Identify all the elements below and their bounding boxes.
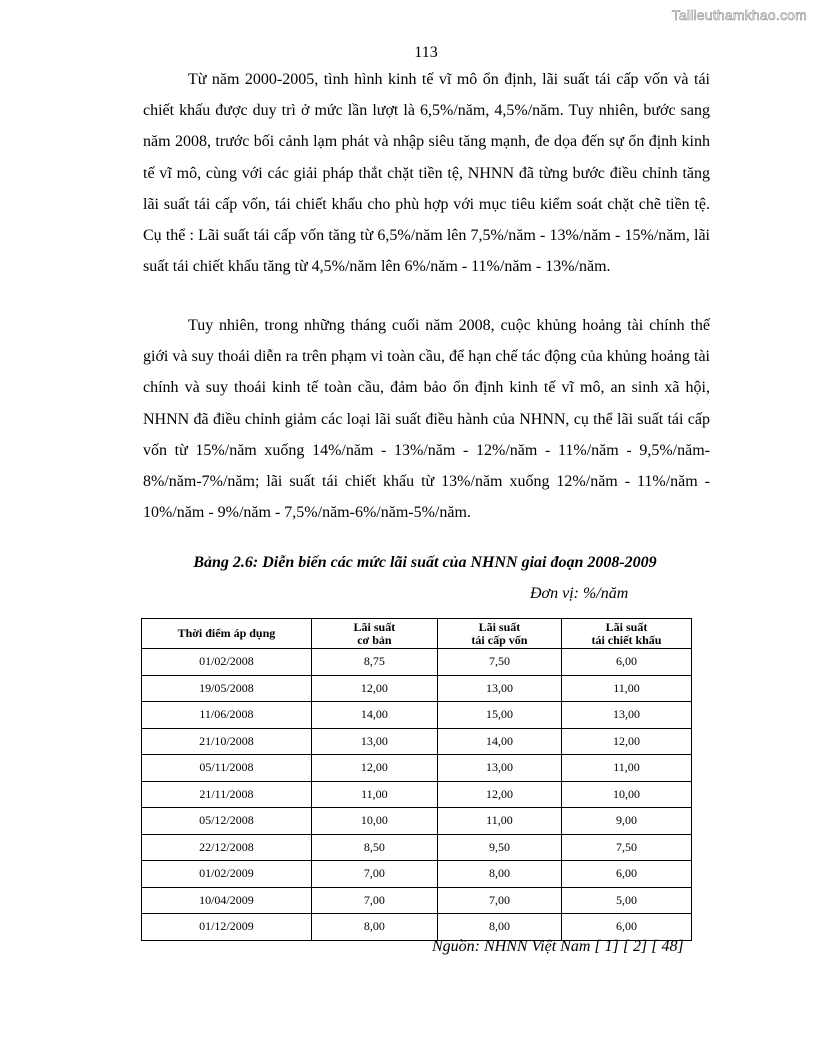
cell-base-rate: 11,00 — [311, 781, 437, 808]
cell-date: 05/12/2008 — [142, 808, 312, 835]
cell-date: 01/02/2008 — [142, 649, 312, 676]
cell-refinance-rate: 11,00 — [437, 808, 561, 835]
paragraph: Tuy nhiên, trong những tháng cuối năm 2008, cuộc khủng hoảng tài chính thế giới và suy thoái diễn ra trên phạm vi toàn cầu, để hạn chế tác động của khủng hoảng tài chính và suy thoái kinh tế toàn cầu, đảm bảo ổn định kinh tế vĩ mô, an sinh xã hội, NHNN đã điều chỉnh giảm các loại lãi suất điều hành của NHNN, cụ thể lãi suất tái cấp vốn từ 15%/năm xuống 14%/năm - 13%/năm - 12%/năm - 11%/năm - 9,5%/năm-8%/năm-7%/năm; lãi suất tái chiết khấu từ 13%/năm xuống 12%/năm - 11%/năm - 10%/năm - 9%/năm - 7,5%/năm-6%/năm-5%/năm. — [143, 317, 710, 522]
cell-rediscount-rate: 5,00 — [561, 887, 691, 914]
cell-rediscount-rate: 7,50 — [561, 834, 691, 861]
watermark-text: Tailieuthamkhao.com — [671, 7, 807, 23]
table-row — [142, 702, 692, 729]
table-row — [142, 755, 692, 782]
cell-base-rate: 12,00 — [311, 755, 437, 782]
table-row — [142, 808, 692, 835]
table-source-note: Nguồn: NHNN Việt Nam [ 1] [ 2] [ 48] — [432, 938, 684, 955]
header-date: Thời điểm áp dụng — [142, 619, 312, 649]
table-row — [142, 781, 692, 808]
cell-refinance-rate: 13,00 — [437, 675, 561, 702]
cell-refinance-rate: 13,00 — [437, 755, 561, 782]
header-base-rate-line1: Lãi suất — [353, 619, 396, 634]
cell-rediscount-rate: 11,00 — [561, 755, 691, 782]
cell-date: 10/04/2009 — [142, 887, 312, 914]
cell-refinance-rate: 15,00 — [437, 702, 561, 729]
cell-date: 21/10/2008 — [142, 728, 312, 755]
table-row — [142, 834, 692, 861]
cell-base-rate: 10,00 — [311, 808, 437, 835]
cell-base-rate: 8,00 — [311, 914, 437, 941]
cell-base-rate: 7,00 — [311, 887, 437, 914]
cell-rediscount-rate: 6,00 — [561, 649, 691, 676]
cell-refinance-rate: 12,00 — [437, 781, 561, 808]
table-row — [142, 675, 692, 702]
interest-rate-table — [141, 618, 692, 941]
cell-rediscount-rate: 9,00 — [561, 808, 691, 835]
table-row — [142, 887, 692, 914]
cell-base-rate: 8,50 — [311, 834, 437, 861]
cell-base-rate: 14,00 — [311, 702, 437, 729]
header-refinance-rate — [437, 619, 561, 649]
table-row — [142, 861, 692, 888]
table-caption: Bảng 2.6: Diễn biến các mức lãi suất của NHNN giai đoạn 2008-2009 — [193, 554, 657, 571]
cell-rediscount-rate: 6,00 — [561, 914, 691, 941]
table-row — [142, 649, 692, 676]
body-text-section-1 — [143, 64, 710, 282]
cell-base-rate: 13,00 — [311, 728, 437, 755]
table-row — [142, 728, 692, 755]
cell-base-rate: 7,00 — [311, 861, 437, 888]
cell-rediscount-rate: 11,00 — [561, 675, 691, 702]
table-row — [142, 914, 692, 941]
cell-rediscount-rate: 10,00 — [561, 781, 691, 808]
cell-date: 21/11/2008 — [142, 781, 312, 808]
cell-base-rate: 8,75 — [311, 649, 437, 676]
cell-date: 19/05/2008 — [142, 675, 312, 702]
cell-refinance-rate: 8,00 — [437, 861, 561, 888]
header-rediscount-rate-line1: Lãi suất — [605, 619, 648, 634]
cell-date: 22/12/2008 — [142, 834, 312, 861]
cell-refinance-rate: 7,50 — [437, 649, 561, 676]
cell-rediscount-rate: 6,00 — [561, 861, 691, 888]
header-refinance-rate-line2: tái cấp vốn — [471, 632, 528, 647]
cell-refinance-rate: 14,00 — [437, 728, 561, 755]
cell-base-rate: 12,00 — [311, 675, 437, 702]
header-base-rate-line2: cơ bản — [357, 632, 392, 647]
header-rediscount-rate — [561, 619, 691, 649]
cell-date: 11/06/2008 — [142, 702, 312, 729]
cell-refinance-rate: 9,50 — [437, 834, 561, 861]
paragraph: Từ năm 2000-2005, tình hình kinh tế vĩ mô ổn định, lãi suất tái cấp vốn và tái chiết khấu được duy trì ở mức lần lượt là 6,5%/năm, 4,5%/năm. Tuy nhiên, bước sang năm 2008, trước bối cảnh lạm phát và nhập siêu tăng mạnh, đe dọa đến sự ổn định kinh tế vĩ mô, cùng với các giải pháp thắt chặt tiền tệ, NHNN đã từng bước điều chỉnh tăng lãi suất tái cấp vốn, tái chiết khấu cho phù hợp với mục tiêu kiểm soát chặt chẽ tiền tệ. Cụ thể : Lãi suất tái cấp vốn tăng từ 6,5%/năm lên 7,5%/năm - 13%/năm - 15%/năm, lãi suất tái chiết khấu tăng từ 4,5%/năm lên 6%/năm - 11%/năm - 13%/năm. — [143, 71, 710, 276]
cell-refinance-rate: 8,00 — [437, 914, 561, 941]
table-body — [142, 649, 692, 941]
cell-rediscount-rate: 12,00 — [561, 728, 691, 755]
header-rediscount-rate-line2: tái chiết khấu — [591, 632, 662, 647]
body-text-section-2 — [143, 310, 710, 528]
header-refinance-rate-line1: Lãi suất — [478, 619, 521, 634]
cell-date: 01/02/2009 — [142, 861, 312, 888]
cell-date: 01/12/2009 — [142, 914, 312, 941]
table-unit-note: Đơn vị: %/năm — [530, 585, 629, 602]
header-base-rate — [311, 619, 437, 649]
cell-date: 05/11/2008 — [142, 755, 312, 782]
cell-refinance-rate: 7,00 — [437, 887, 561, 914]
page-number: 113 — [414, 44, 438, 61]
table-header-row — [142, 619, 692, 649]
cell-rediscount-rate: 13,00 — [561, 702, 691, 729]
